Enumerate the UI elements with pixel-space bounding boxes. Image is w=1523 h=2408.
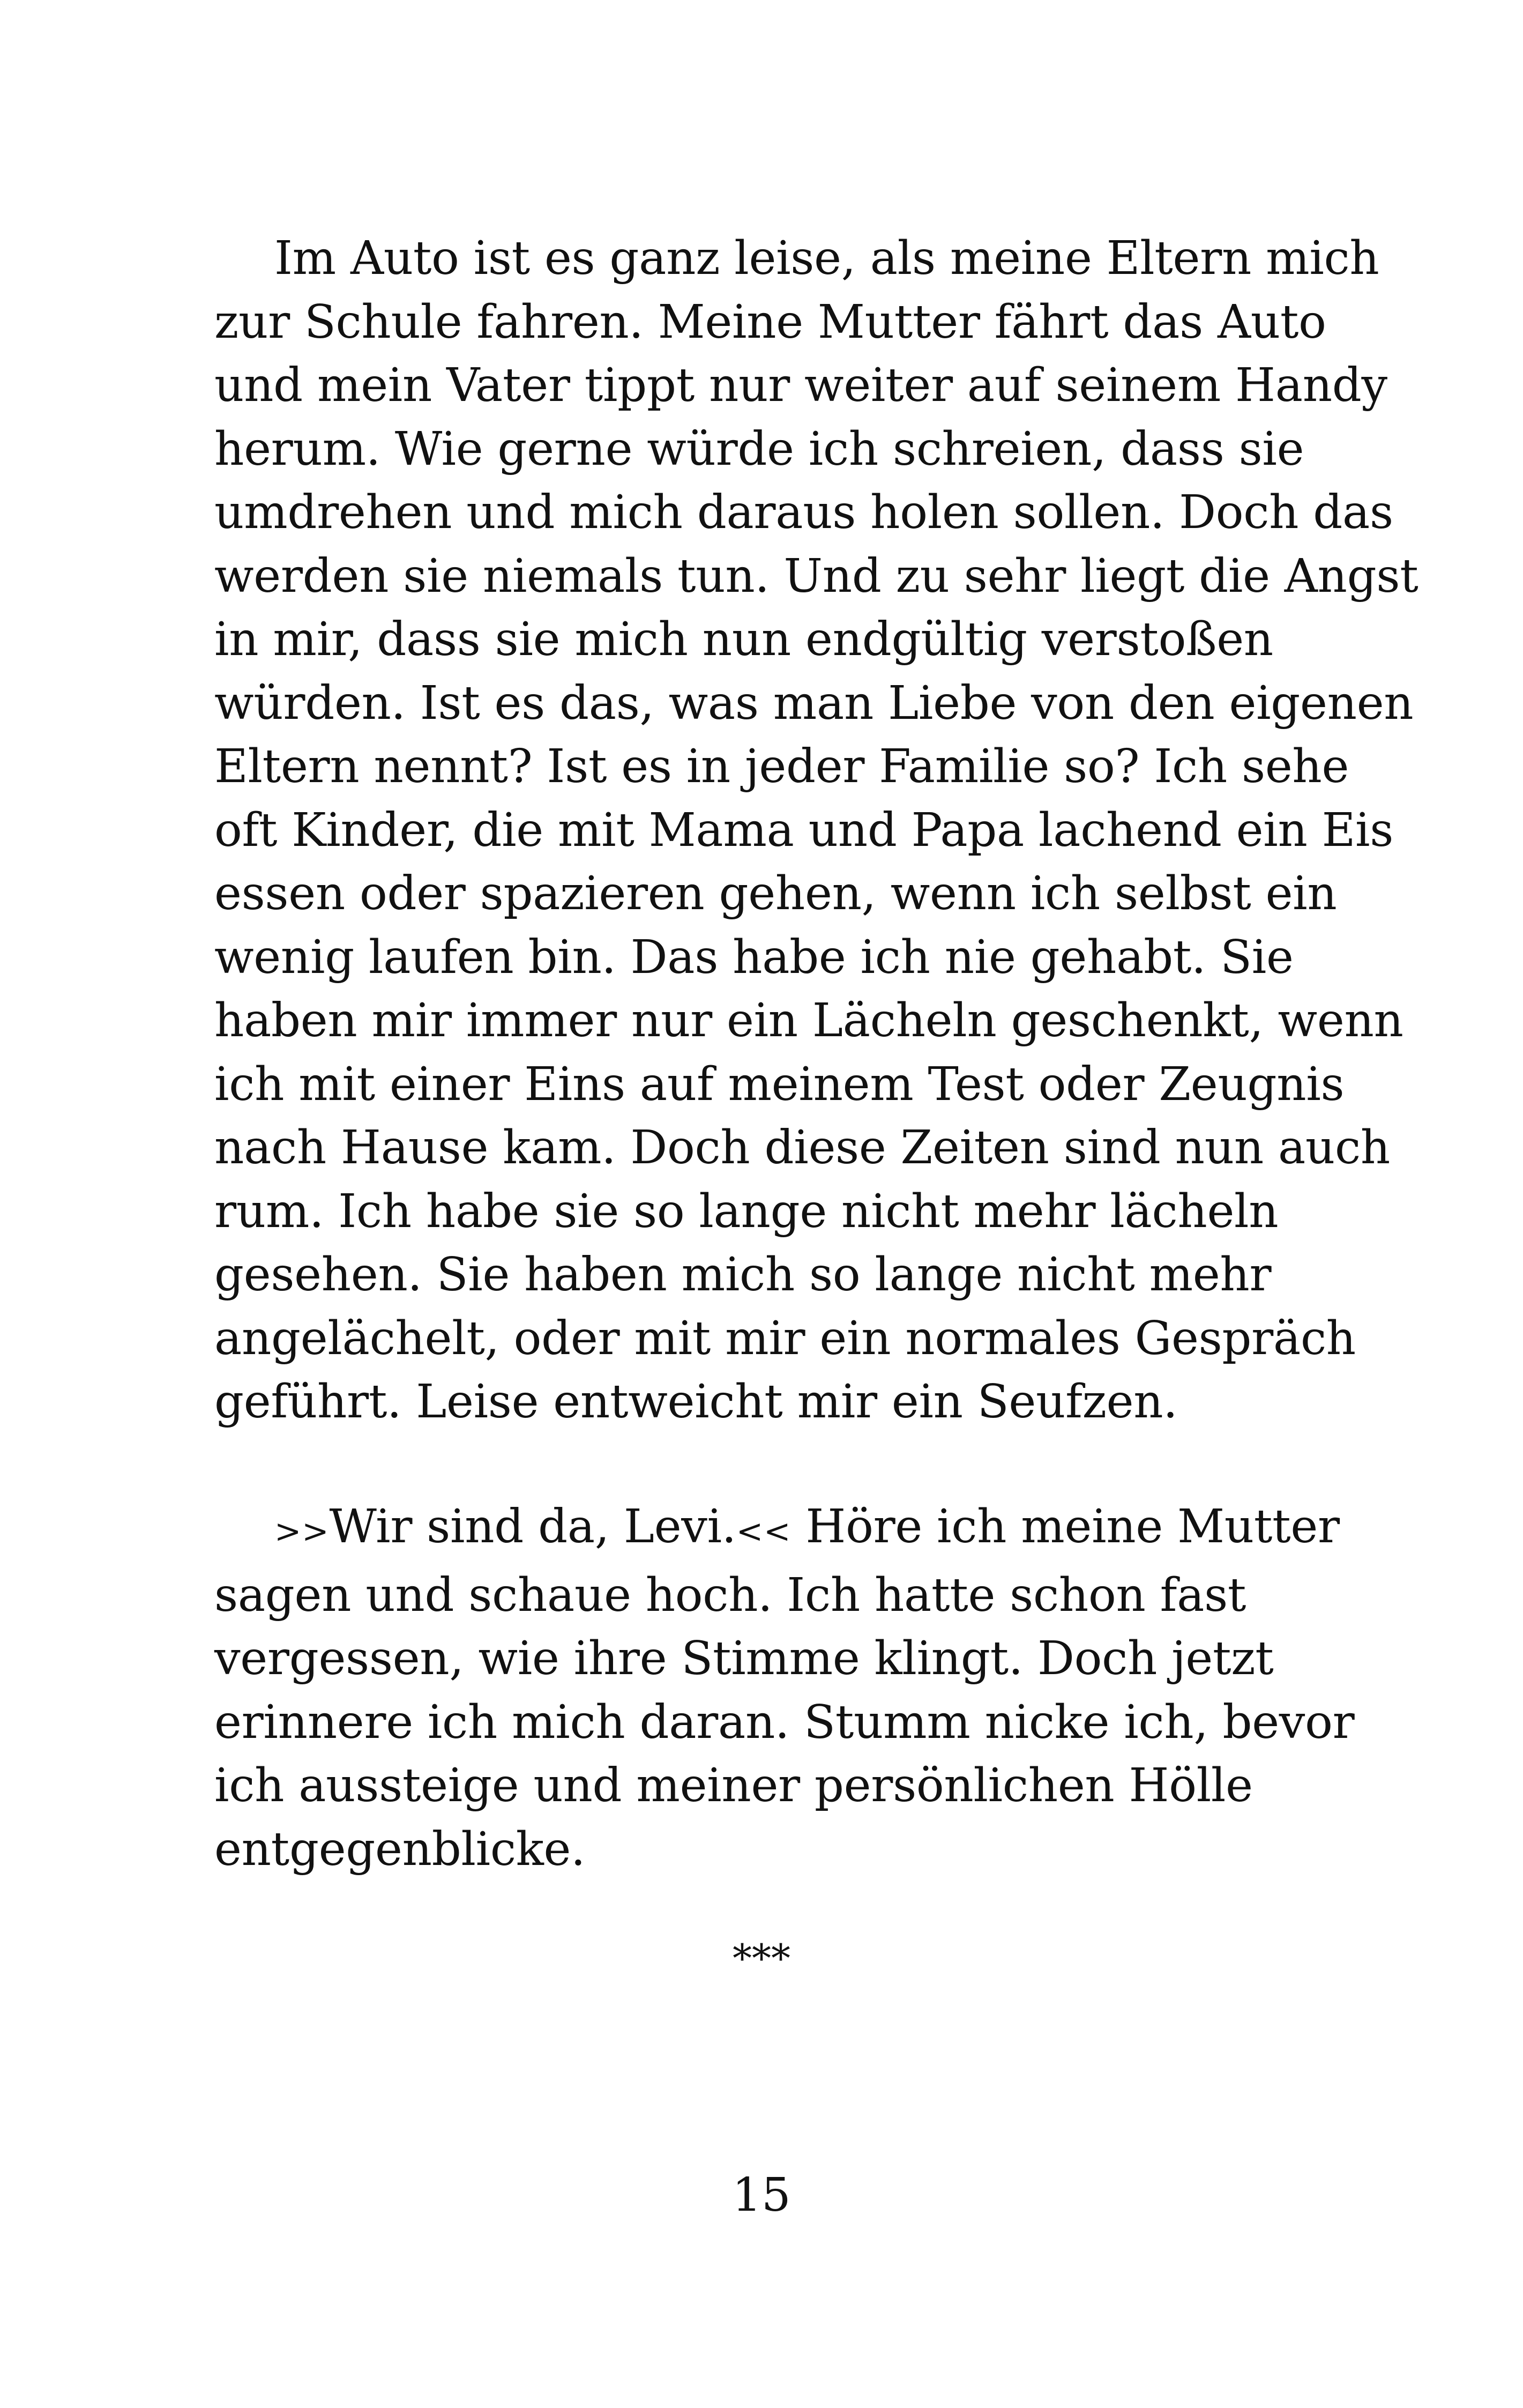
- scene-break: ***: [733, 1936, 790, 1981]
- text-line: werden sie niemals tun. Und zu sehr liegt die Angst: [214, 549, 1419, 603]
- text-line: geführt. Leise entweicht mir ein Seufzen.: [214, 1375, 1178, 1429]
- text-line: entgegenblicke.: [214, 1822, 586, 1876]
- text-line: rum. Ich habe sie so lange nicht mehr lächeln: [214, 1184, 1279, 1238]
- open-quote-mark: >>: [274, 1513, 330, 1550]
- text-line: in mir, dass sie mich nun endgültig verstoßen: [214, 613, 1273, 666]
- text-line: ich aussteige und meiner persönlichen Hölle: [214, 1759, 1253, 1812]
- text-line: wenig laufen bin. Das habe ich nie gehabt. Sie: [214, 930, 1294, 984]
- text-line: umdrehen und mich daraus holen sollen. Doch das: [214, 486, 1393, 539]
- text-line: Im Auto ist es ganz leise, als meine Eltern mich: [274, 232, 1379, 285]
- dialogue-line: [214, 1495, 1340, 1564]
- text-line: sagen und schaue hoch. Ich hatte schon fast: [214, 1568, 1246, 1622]
- text-line: erinnere ich mich daran. Stumm nicke ich, bevor: [214, 1695, 1355, 1749]
- dialogue-rest: Höre ich meine Mutter: [791, 1500, 1340, 1554]
- paragraph-1: [214, 227, 1419, 1434]
- text-line: oft Kinder, die mit Mama und Papa lachend ein Eis: [214, 803, 1394, 857]
- text-line: nach Hause kam. Doch diese Zeiten sind nun auch: [214, 1121, 1390, 1175]
- page-number: 15: [732, 2168, 791, 2222]
- text-line: zur Schule fahren. Meine Mutter fährt das Auto: [214, 295, 1326, 349]
- text-line: haben mir immer nur ein Lächeln geschenkt, wenn: [214, 994, 1403, 1047]
- close-quote-mark: <<: [736, 1513, 792, 1550]
- text-line: ich mit einer Eins auf meinem Test oder Zeugnis: [214, 1057, 1345, 1111]
- paragraph-2: [214, 1495, 1355, 1881]
- text-line: und mein Vater tippt nur weiter auf seinem Handy: [214, 359, 1387, 412]
- text-line: Eltern nennt? Ist es in jeder Familie so? Ich sehe: [214, 740, 1349, 793]
- text-line: vergessen, wie ihre Stimme klingt. Doch jetzt: [214, 1632, 1274, 1685]
- text-line: gesehen. Sie haben mich so lange nicht mehr: [214, 1248, 1272, 1302]
- text-line: herum. Wie gerne würde ich schreien, dass sie: [214, 422, 1304, 476]
- text-line: essen oder spazieren gehen, wenn ich selbst ein: [214, 867, 1337, 920]
- text-line: angelächelt, oder mit mir ein normales Gespräch: [214, 1311, 1356, 1365]
- text-line: würden. Ist es das, was man Liebe von den eigenen: [214, 676, 1414, 730]
- dialogue-speech: Wir sind da, Levi.: [329, 1500, 736, 1554]
